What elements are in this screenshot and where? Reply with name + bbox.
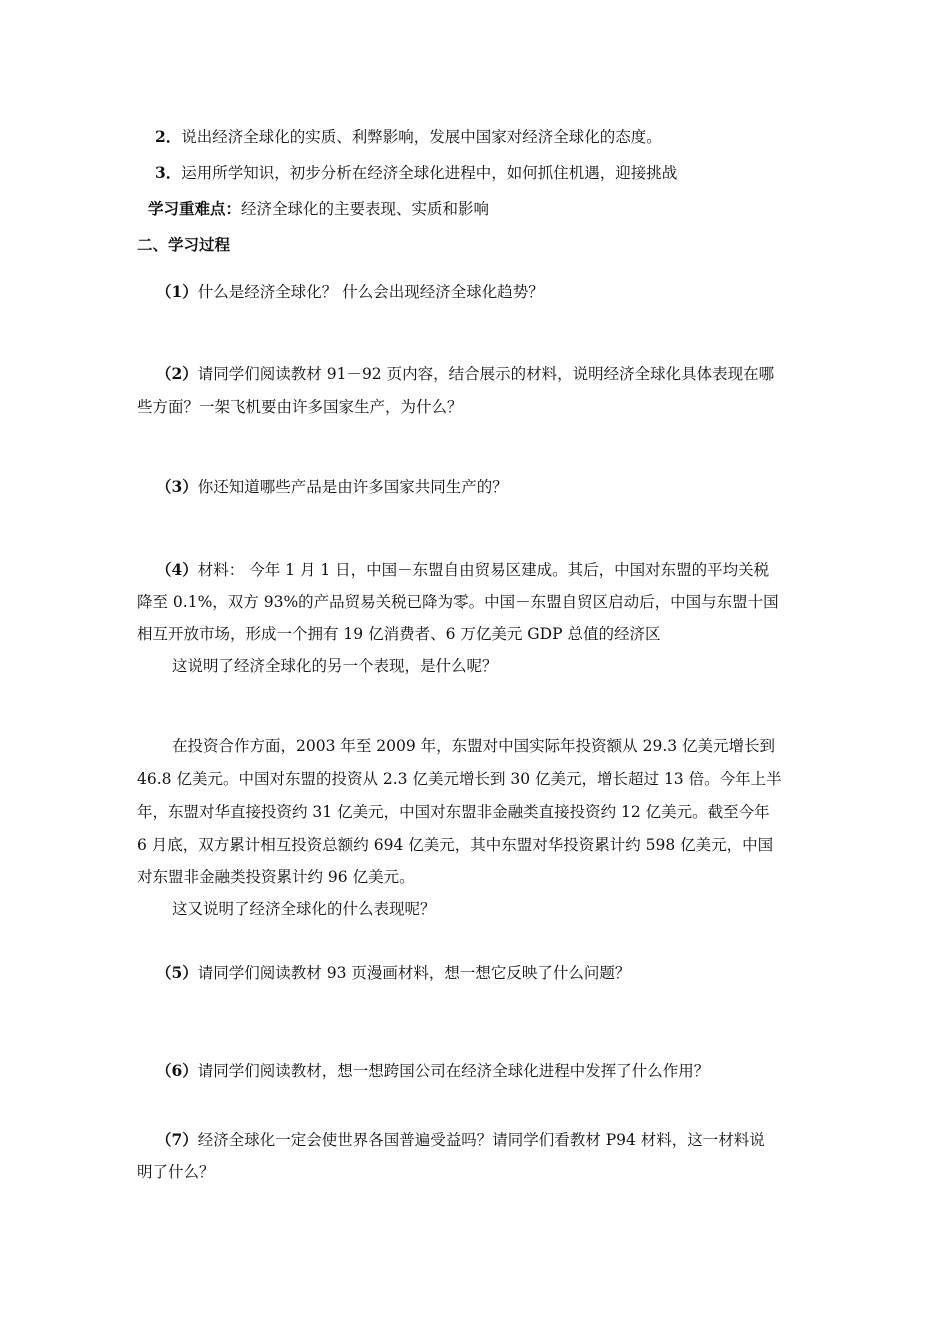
key-points-text: 经济全球化的主要表现、实质和影响 [241, 200, 490, 218]
investment-line-5: 对东盟非金融类投资累计约 96 亿美元。 [137, 868, 415, 886]
question-7-line-2: 明了什么？ [137, 1163, 215, 1181]
question-2-line-1 [156, 364, 774, 384]
question-text: 请同学们阅读教材 93 页漫画材料，想一想它反映了什么问题？ [197, 964, 631, 982]
investment-followup: 这又说明了经济全球化的什么表现呢？ [172, 900, 436, 918]
investment-line-3: 年，东盟对华直接投资约 31 亿美元，中国对东盟非金融类直接投资约 12 亿美元。截至今年 [137, 803, 770, 821]
question-4-line-1 [156, 560, 769, 580]
question-7-line-1 [156, 1130, 765, 1150]
question-text: 请同学们阅读教材，想一想跨国公司在经济全球化进程中发挥了什么作用？ [197, 1062, 710, 1080]
question-number: （2） [156, 364, 198, 383]
key-points-label: 学习重难点： [148, 199, 242, 218]
objective-text: 说出经济全球化的实质、利弊影响，发展中国家对经济全球化的态度。 [181, 128, 662, 146]
question-text: 你还知道哪些产品是由许多国家共同生产的？ [197, 478, 508, 496]
question-4-followup: 这说明了经济全球化的另一个表现，是什么呢？ [172, 657, 498, 675]
question-6 [156, 1061, 709, 1081]
question-text: 经济全球化一定会使世界各国普遍受益吗？请同学们看教材 P94 材料，这一材料说 [197, 1131, 765, 1149]
objective-number: 3． [155, 163, 182, 182]
question-5 [156, 963, 630, 983]
objective-text: 运用所学知识，初步分析在经济全球化进程中，如何抓住机遇，迎接挑战 [181, 164, 678, 182]
question-number: （1） [156, 282, 198, 301]
question-4-line-3: 相互开放市场，形成一个拥有 19 亿消费者、6 万亿美元 GDP 总值的经济区 [137, 625, 661, 643]
objective-item-3 [155, 163, 677, 183]
question-number: （4） [156, 560, 198, 579]
investment-line-2: 46.8 亿美元。中国对东盟的投资从 2.3 亿美元增长到 30 亿美元，增长超过 13 倍。今年上半 [137, 770, 782, 788]
investment-line-1: 在投资合作方面，2003 年至 2009 年，东盟对中国实际年投资额从 29.3 亿美元增长到 [172, 737, 776, 755]
question-text: 材料： 今年 1 月 1 日，中国－东盟自由贸易区建成。其后，中国对东盟的平均关税 [197, 561, 770, 579]
investment-line-4: 6 月底，双方累计相互投资总额约 694 亿美元，其中东盟对华投资累计约 598 亿美元，中国 [137, 836, 774, 854]
question-3 [156, 477, 508, 497]
objective-number: 2． [155, 127, 182, 146]
question-number: （6） [156, 1061, 198, 1080]
question-number: （7） [156, 1130, 198, 1149]
key-points [148, 199, 489, 219]
question-text: 请同学们阅读教材 91－92 页内容，结合展示的材料，说明经济全球化具体表现在哪 [197, 365, 775, 383]
question-text: 什么是经济全球化？ 什么会出现经济全球化趋势？ [197, 283, 544, 301]
objective-item-2 [155, 127, 662, 147]
section-heading: 二、学习过程 [137, 235, 231, 254]
question-1 [156, 282, 544, 302]
question-4-line-2: 降至 0.1%，双方 93%的产品贸易关税已降为零。中国－东盟自贸区启动后，中国与东盟十国 [137, 593, 779, 611]
question-number: （5） [156, 963, 198, 982]
question-number: （3） [156, 477, 198, 496]
question-2-line-2: 些方面？一架飞机要由许多国家生产，为什么？ [137, 398, 463, 416]
